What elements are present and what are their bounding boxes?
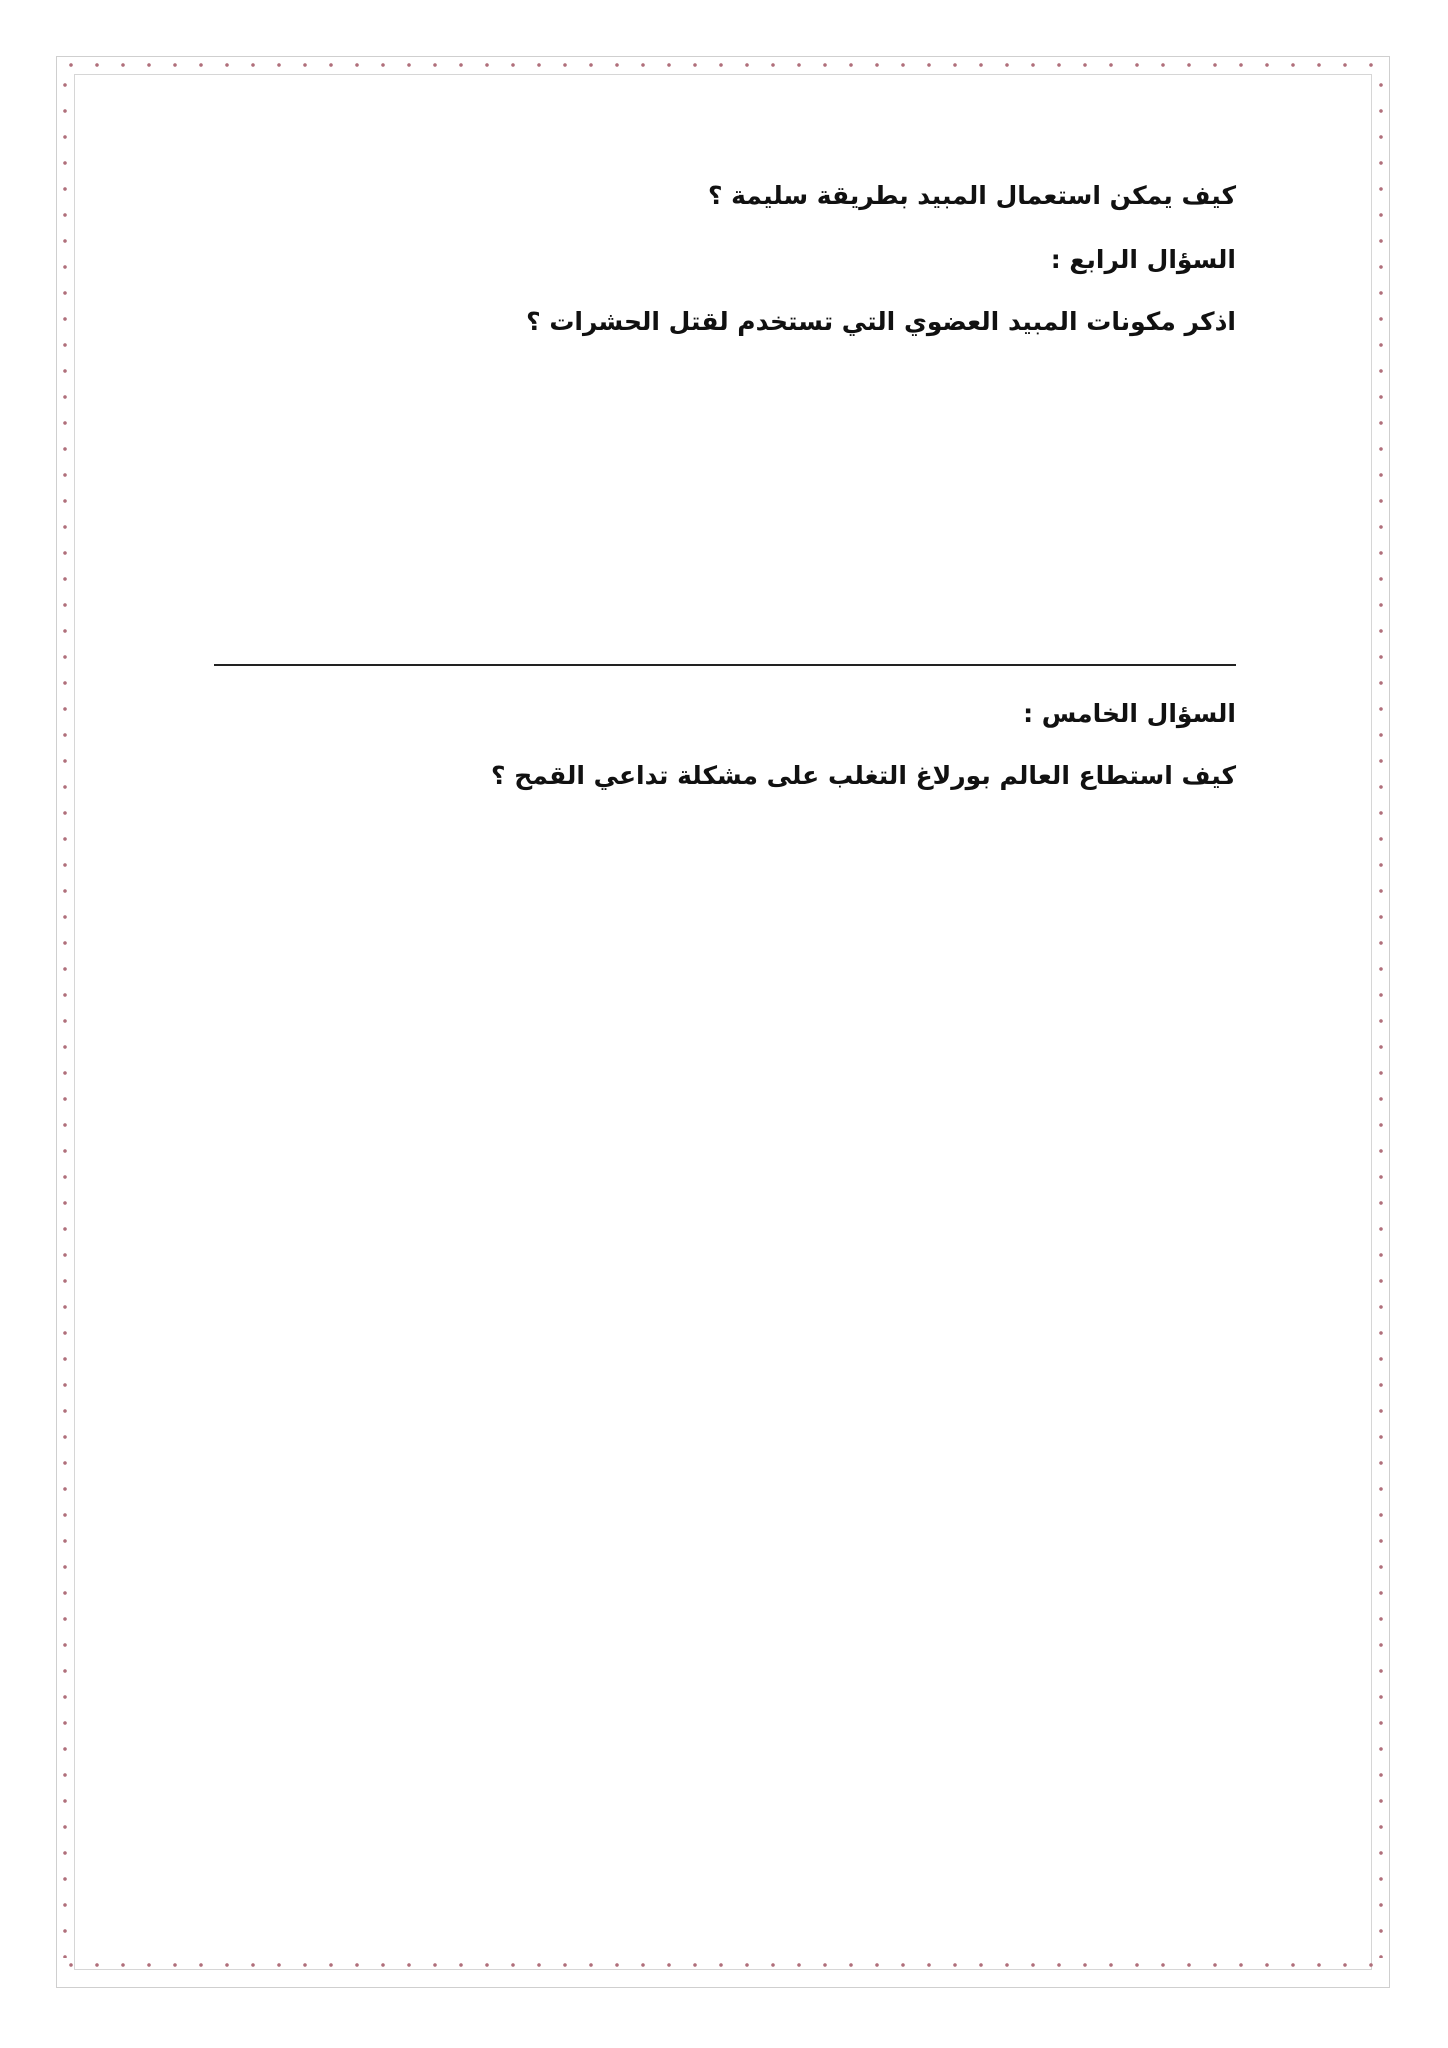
question-4-text: اذكر مكونات المبيد العضوي التي تستخدم لقتل الحشرات ؟ [526,307,1236,336]
section-divider [214,664,1236,666]
question-3-text: كيف يمكن استعمال المبيد بطريقة سليمة ؟ [707,181,1236,210]
question-5-heading: السؤال الخامس : [1023,699,1236,728]
page-border-inner [74,74,1372,1970]
question-5-text: كيف استطاع العالم بورلاغ التغلب على مشكلة تداعي القمح ؟ [491,761,1236,790]
question-4-heading: السؤال الرابع : [1050,245,1236,274]
